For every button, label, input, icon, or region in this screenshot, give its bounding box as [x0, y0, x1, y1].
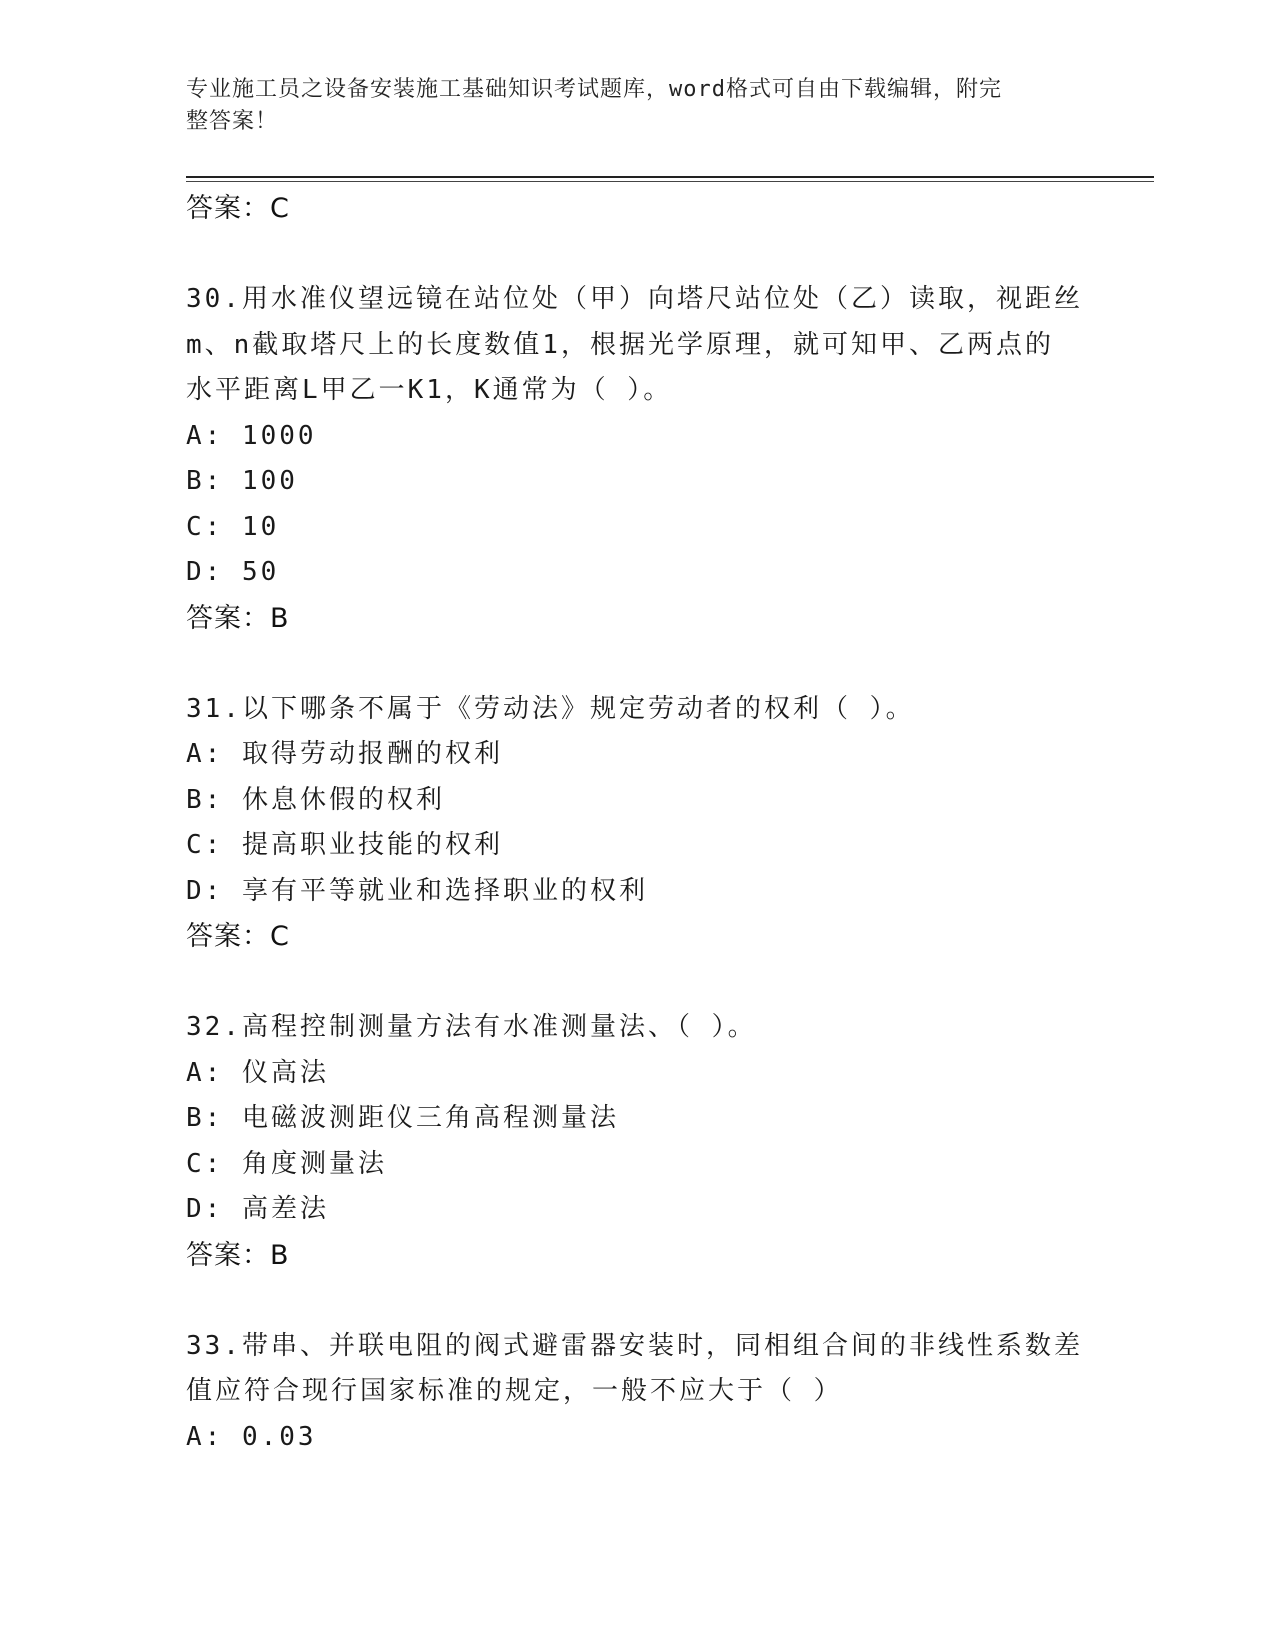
- option-d: D: 享有平等就业和选择职业的权利: [186, 875, 648, 906]
- question-32: [186, 1005, 1086, 1278]
- question-text-line: 水平距离L甲乙一K1，K通常为（ ）。: [186, 375, 673, 405]
- answer-previous: 答案：C: [186, 193, 290, 224]
- question-33: [186, 1324, 1086, 1461]
- question-text-line: 33.带串、并联电阻的阀式避雷器安装时，同相组合间的非线性系数差: [186, 1330, 1083, 1361]
- header-divider-thin: [186, 181, 1154, 182]
- option-a: A: 取得劳动报酬的权利: [186, 739, 503, 769]
- question-text-line: 31.以下哪条不属于《劳动法》规定劳动者的权利（ ）。: [186, 693, 915, 724]
- spacer: [186, 641, 1086, 687]
- answer: 答案：B: [186, 602, 290, 634]
- question-text-line: 值应符合现行国家标准的规定，一般不应大于（ ）: [186, 1376, 843, 1406]
- spacer: [186, 960, 1086, 1006]
- answer: 答案：B: [186, 1239, 290, 1271]
- option-a: A: 1000: [186, 420, 317, 451]
- question-31: [186, 687, 1086, 960]
- header-divider: [186, 176, 1154, 178]
- spacer: [186, 232, 1086, 278]
- option-c: C: 角度测量法: [186, 1148, 387, 1179]
- option-d: D: 高差法: [186, 1194, 329, 1224]
- option-c: C: 提高职业技能的权利: [186, 830, 503, 860]
- option-c: C: 10: [186, 511, 280, 542]
- document-header: [186, 74, 1066, 138]
- question-30: [186, 277, 1086, 641]
- answer: 答案：C: [186, 921, 290, 952]
- question-text-line: 32.高程控制测量方法有水准测量法、（ ）。: [186, 1012, 757, 1042]
- spacer: [186, 1278, 1086, 1324]
- option-d: D: 50: [186, 557, 280, 587]
- option-b: B: 电磁波测距仪三角高程测量法: [186, 1103, 619, 1133]
- option-a: A: 仪高法: [186, 1057, 329, 1088]
- header-line-2: 整答案！: [186, 109, 279, 134]
- question-list: [186, 186, 1086, 1460]
- question-text-line: m、n截取塔尺上的长度数值1，根据光学原理，就可知甲、乙两点的: [186, 329, 1054, 360]
- option-a: A: 0.03: [186, 1421, 317, 1452]
- header-line-1: 专业施工员之设备安装施工基础知识考试题库，word格式可自由下载编辑，附完: [186, 77, 1002, 102]
- question-text-line: 30.用水准仪望远镜在站位处（甲）向塔尺站位处（乙）读取，视距丝: [186, 284, 1083, 314]
- option-b: B: 100: [186, 466, 298, 496]
- option-b: B: 休息休假的权利: [186, 784, 445, 815]
